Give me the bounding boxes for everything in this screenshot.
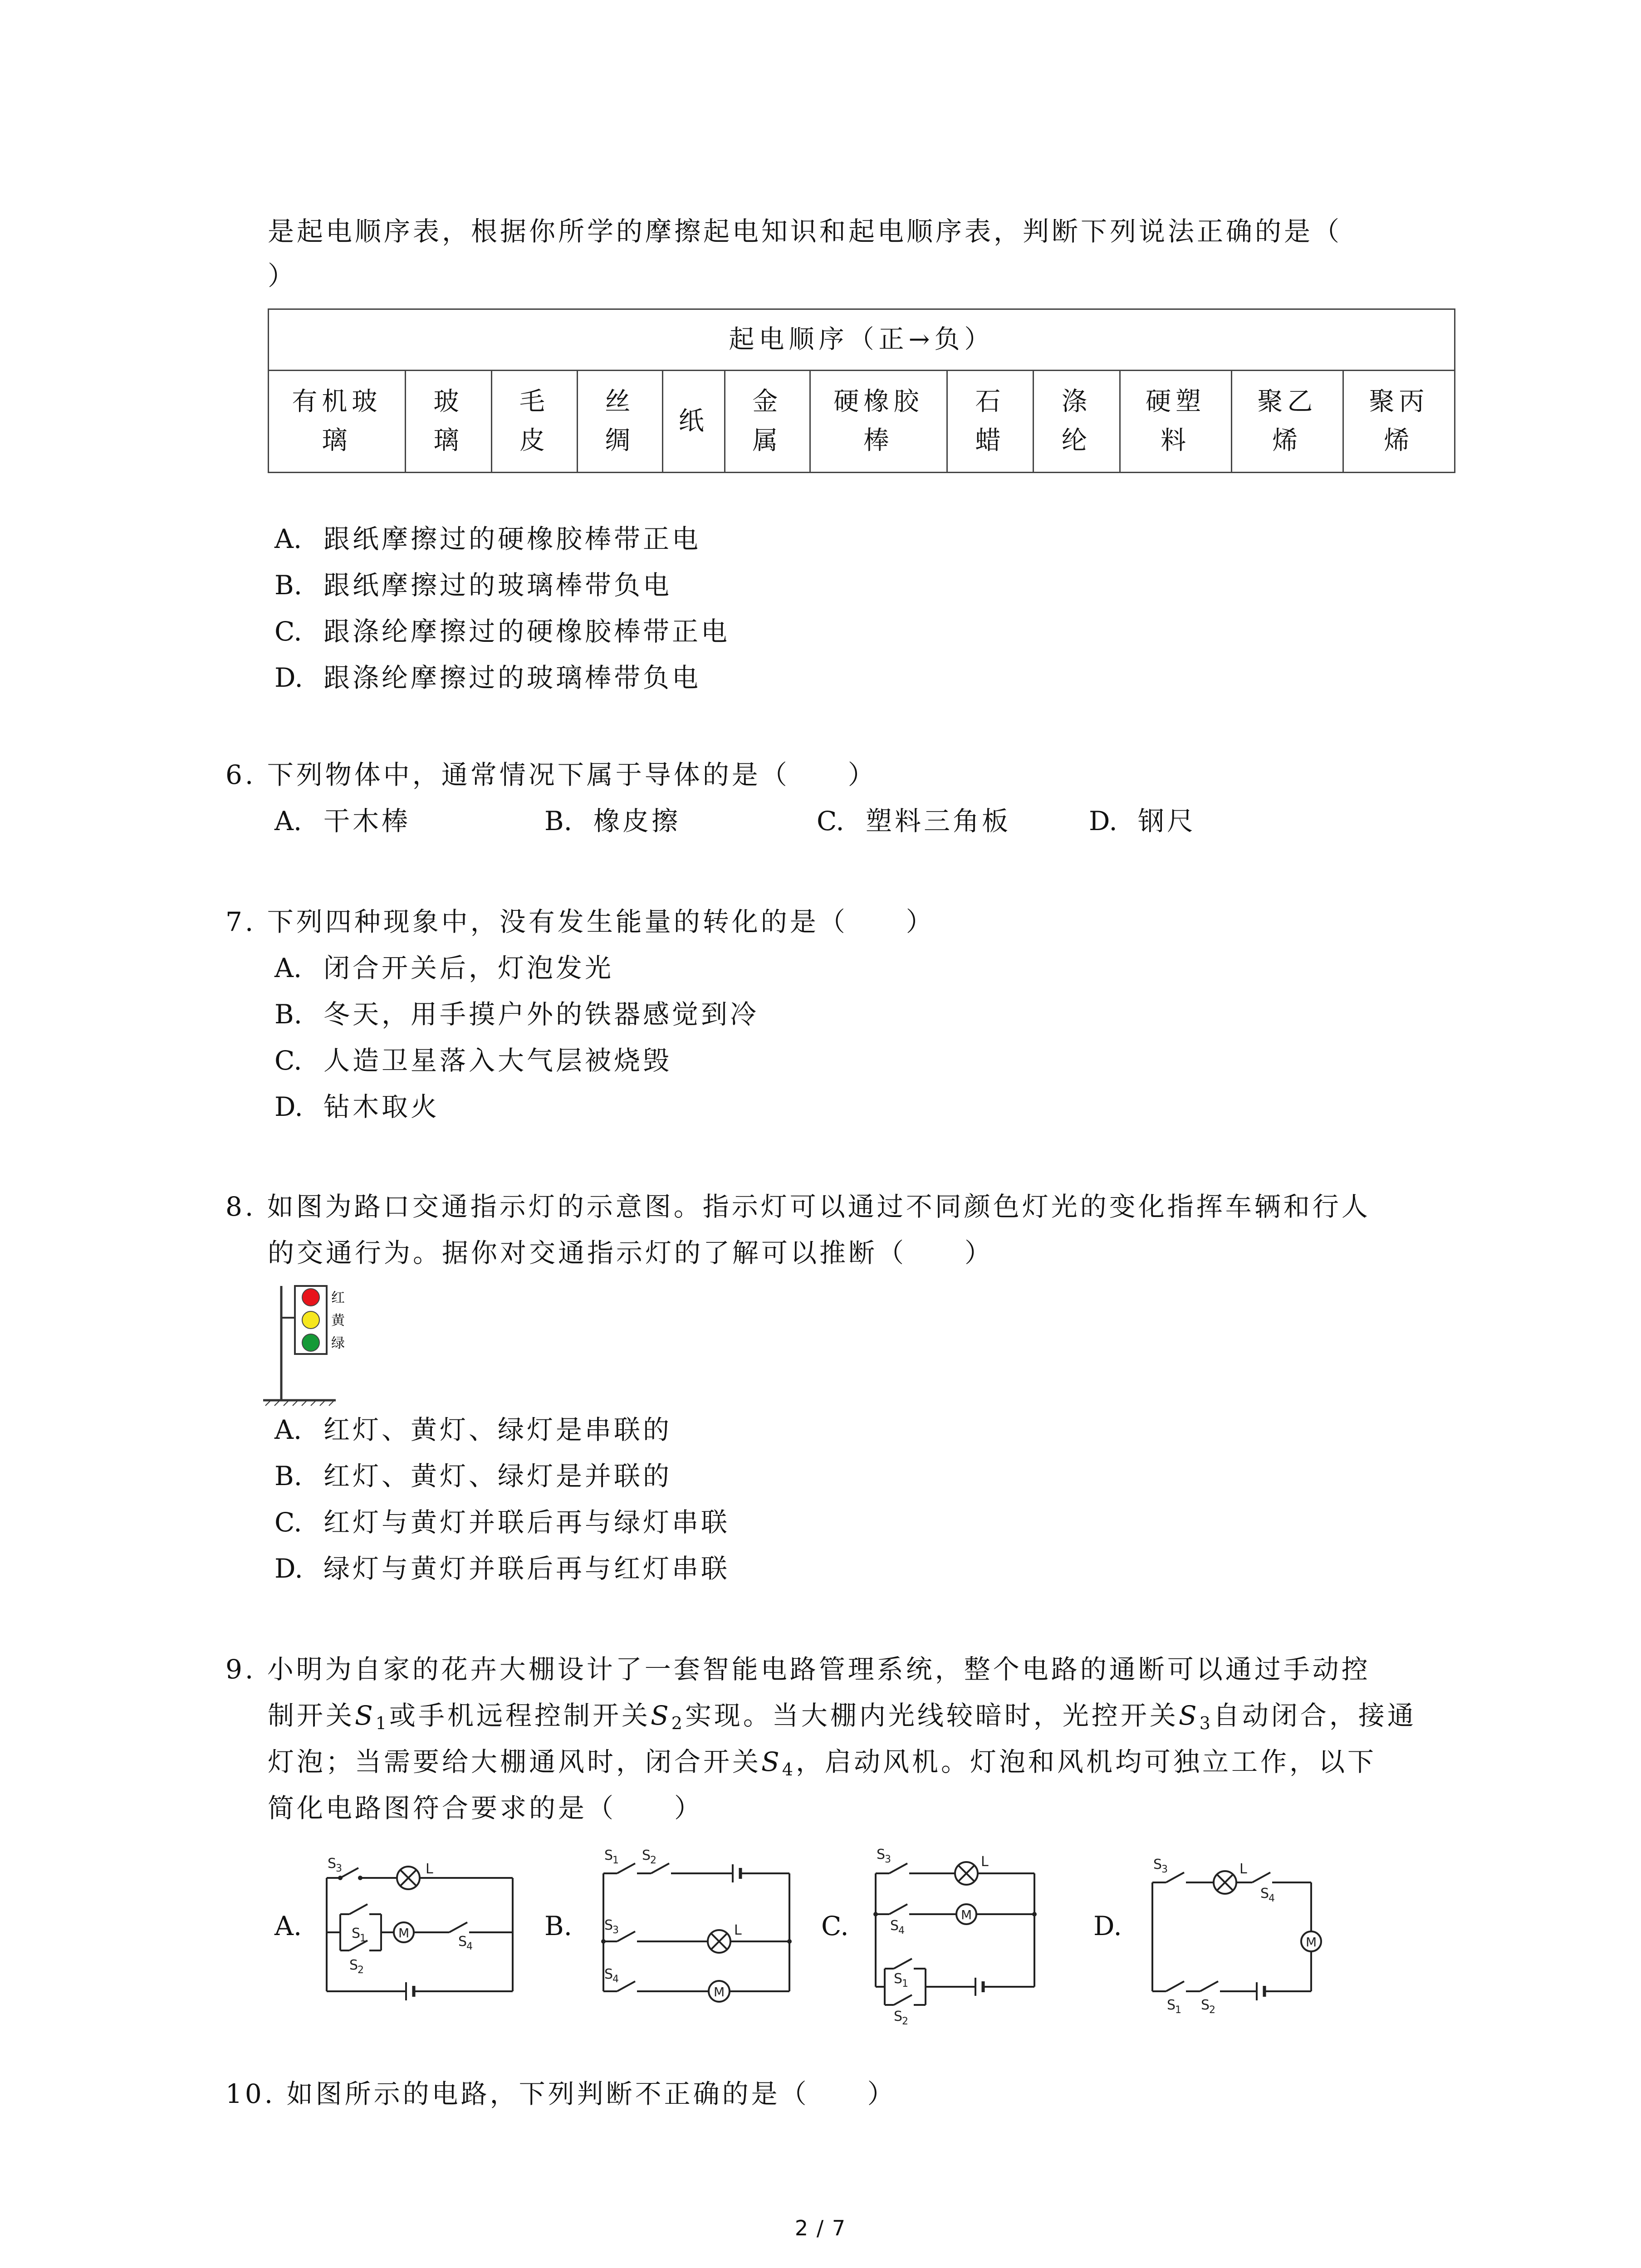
q9-option-b[interactable]: B. [544, 1911, 573, 1941]
label-l: L [426, 1861, 436, 1877]
q9-line-4: 简化电路图符合要求的是（ ） [268, 1793, 704, 1823]
svg-text:3: 3 [612, 1925, 622, 1936]
circuit-diagram-b[interactable] [590, 1842, 808, 2009]
svg-text:1: 1 [612, 1855, 622, 1866]
circuit-diagram-d[interactable] [1139, 1851, 1338, 2019]
table-cell: 聚乙 烯 [1231, 371, 1343, 473]
q8-option-d[interactable]: D. 绿灯与黄灯并联后再与红灯串联 [274, 1553, 730, 1584]
label-m: M [961, 1907, 975, 1922]
svg-text:2: 2 [902, 2016, 911, 2027]
label-s4: S [458, 1934, 470, 1950]
label-s4: S [890, 1918, 902, 1934]
q7-option-d[interactable]: D. 钻木取火 [274, 1091, 440, 1122]
green-lamp [302, 1334, 319, 1351]
q8-option-c[interactable]: C. 红灯与黄灯并联后再与绿灯串联 [274, 1507, 730, 1538]
label-s1: S [352, 1926, 363, 1941]
table-cell: 聚丙 烯 [1343, 371, 1455, 473]
label-s1: S [894, 1971, 906, 1987]
table-cell: 毛 皮 [492, 371, 577, 473]
red-label: 红 [331, 1290, 348, 1306]
q7-option-c[interactable]: C. 人造卫星落入大气层被烧毁 [274, 1045, 672, 1076]
table-cell: 有机玻 璃 [269, 371, 406, 473]
table-cell: 金 属 [725, 371, 810, 473]
table-cell: 涤 纶 [1034, 371, 1120, 473]
q9-line-1: 9. 小明为自家的花卉大棚设计了一套智能电路管理系统，整个电路的通断可以通过手动控 [225, 1654, 1371, 1685]
q9-option-c[interactable]: C. [821, 1911, 849, 1941]
table-cell: 硬塑 料 [1120, 371, 1231, 473]
label-m: M [398, 1926, 412, 1941]
circuit-diagram-a[interactable] [313, 1851, 526, 2005]
label-s4: S [604, 1966, 616, 1982]
q9-line-3: 灯泡；当需要给大棚通风时，闭合开关$S_4$，启动风机。灯泡和风机均可独立工作，以下 [268, 1746, 1376, 1779]
svg-text:4: 4 [612, 1974, 622, 1985]
svg-text:2: 2 [650, 1855, 659, 1866]
q5-option-c[interactable]: C. 跟涤纶摩擦过的硬橡胶棒带正电 [274, 616, 730, 647]
green-label: 绿 [331, 1335, 348, 1351]
svg-text:1: 1 [1175, 2004, 1184, 2016]
label-s3: S [1153, 1857, 1165, 1872]
svg-text:3: 3 [1161, 1864, 1171, 1875]
table-cell: 石 蜡 [947, 371, 1033, 473]
svg-text:2: 2 [358, 1965, 367, 1976]
q9-option-d[interactable]: D. [1093, 1911, 1122, 1941]
label-l: L [981, 1854, 991, 1870]
q9-option-a[interactable]: A. [274, 1911, 302, 1941]
q5-option-d[interactable]: D. 跟涤纶摩擦过的玻璃棒带负电 [274, 662, 701, 693]
q6-option-d[interactable]: D. 钢尺 [1089, 806, 1196, 836]
q8-option-a[interactable]: A. 红灯、黄灯、绿灯是串联的 [274, 1414, 672, 1445]
table-cell: 纸 [662, 371, 725, 473]
label-m: M [1306, 1935, 1320, 1950]
svg-text:3: 3 [336, 1863, 345, 1874]
svg-text:4: 4 [466, 1941, 475, 1952]
svg-text:3: 3 [885, 1854, 894, 1865]
q5-option-a[interactable]: A. 跟纸摩擦过的硬橡胶棒带正电 [274, 523, 701, 554]
label-s3: S [328, 1856, 339, 1872]
table-row [269, 371, 1455, 473]
table-cell: 硬橡胶 棒 [810, 371, 947, 473]
svg-text:2: 2 [1209, 2004, 1218, 2016]
q10-stem: 10. 如图所示的电路，下列判断不正确的是（ ） [225, 2078, 896, 2109]
label-s2: S [642, 1848, 654, 1863]
circuit-diagram-c[interactable] [862, 1837, 1053, 2028]
label-s3: S [877, 1847, 888, 1862]
q8-option-b[interactable]: B. 红灯、黄灯、绿灯是并联的 [274, 1461, 672, 1491]
triboelectric-series-table [268, 308, 1455, 473]
label-m: M [714, 1984, 728, 1999]
svg-text:4: 4 [898, 1925, 907, 1936]
q8-stem-line-1: 8. 如图为路口交通指示灯的示意图。指示灯可以通过不同颜色灯光的变化指挥车辆和行人 [225, 1191, 1371, 1222]
label-s2: S [894, 2009, 906, 2024]
svg-text:1: 1 [902, 1978, 911, 1989]
label-s1: S [604, 1848, 616, 1863]
table-cell: 玻 璃 [405, 371, 491, 473]
traffic-light-figure [263, 1277, 363, 1408]
label-s1: S [1167, 1997, 1179, 2013]
label-l: L [1239, 1861, 1250, 1877]
q6-option-b[interactable]: B. 橡皮擦 [544, 806, 681, 836]
label-l: L [734, 1922, 745, 1938]
label-s4: S [1260, 1886, 1272, 1901]
q7-option-b[interactable]: B. 冬天，用手摸户外的铁器感觉到冷 [274, 999, 759, 1030]
label-s2: S [349, 1957, 361, 1973]
q9-line-2: 制开关$S_1$或手机远程控制开关$S_2$实现。当大棚内光线较暗时，光控开关$S_3$自动闭合，接通 [268, 1700, 1416, 1733]
yellow-lamp [302, 1311, 319, 1329]
intro-line-1: 是起电顺序表，根据你所学的摩擦起电知识和起电顺序表，判断下列说法正确的是（ [268, 216, 1342, 247]
label-s3: S [604, 1917, 616, 1933]
table-header: 起电顺序（正→负） [269, 309, 1455, 371]
q7-stem: 7. 下列四种现象中，没有发生能量的转化的是（ ） [225, 906, 935, 937]
q6-option-c[interactable]: C. 塑料三角板 [817, 806, 1011, 836]
table-cell: 丝 绸 [577, 371, 662, 473]
q5-option-b[interactable]: B. 跟纸摩擦过的玻璃棒带负电 [274, 570, 672, 601]
svg-text:1: 1 [360, 1933, 369, 1944]
q6-stem: 6. 下列物体中，通常情况下属于导体的是（ ） [225, 759, 877, 790]
page-number: 2 / 7 [794, 2216, 847, 2240]
red-lamp [302, 1289, 319, 1306]
yellow-label: 黄 [331, 1313, 348, 1329]
intro-line-2: ） [268, 260, 297, 291]
label-s2: S [1201, 1997, 1213, 2013]
q7-option-a[interactable]: A. 闭合开关后，灯泡发光 [274, 953, 614, 983]
svg-text:4: 4 [1269, 1893, 1278, 1904]
q8-stem-line-2: 的交通行为。据你对交通指示灯的了解可以推断（ ） [268, 1237, 994, 1268]
q6-option-a[interactable]: A. 干木棒 [274, 806, 411, 836]
